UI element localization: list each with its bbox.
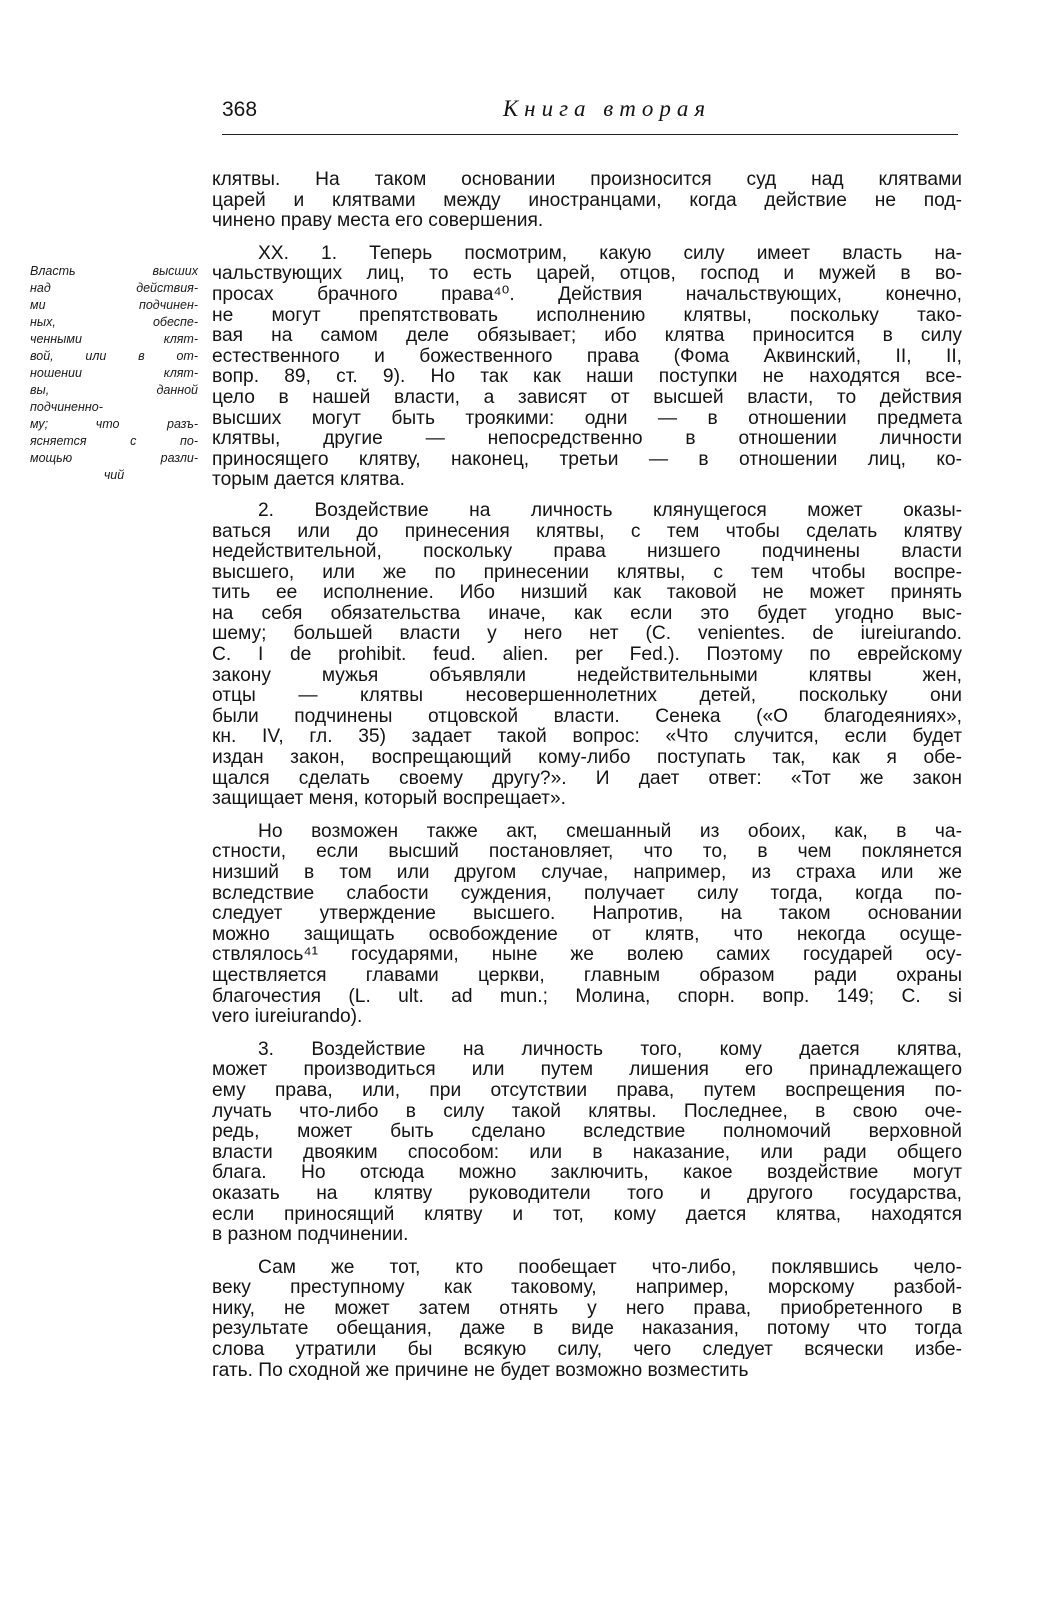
text-line: 2. Воздействие на личность клянущегося может оказы- bbox=[258, 499, 962, 521]
text-line: защищает меня, который воспрещает». bbox=[212, 788, 566, 810]
text-line: клятвы. На таком основании произносится суд над клятвами bbox=[212, 169, 962, 190]
text-line: естественного и божественного права (Фома Аквинский, II, II, bbox=[212, 345, 962, 367]
text-line: царей и клятвами между иностранцами, когда действие не под- bbox=[212, 189, 962, 211]
margin-note-line: чий bbox=[103, 468, 125, 482]
text-line: вопр. 89, ст. 9). Но так как наши поступки не находятся все- bbox=[212, 366, 962, 388]
text-line: может производиться или путем лишения его принадлежащего bbox=[212, 1059, 962, 1081]
text-line: на себя обязательства иначе, как если это будет угодно выс- bbox=[212, 602, 962, 624]
margin-note bbox=[30, 263, 198, 484]
running-title: Книга вторая bbox=[502, 96, 712, 121]
text-line: ствлялось⁴¹ государями, ныне же волею самих государей осу- bbox=[212, 944, 962, 966]
text-line: стности, если высший постановляет, что то, в чем поклянется bbox=[212, 841, 962, 863]
text-line: отцы — клятвы несовершеннолетних детей, поскольку они bbox=[212, 685, 962, 707]
text-line: лучать что-либо в силу такой клятвы. Последнее, в свою оче- bbox=[212, 1100, 962, 1122]
text-line: результате обещания, даже в виде наказания, потому что тогда bbox=[212, 1318, 962, 1340]
text-line: Сам же тот, кто пообещает что-либо, поклявшись чело- bbox=[258, 1256, 962, 1278]
text-line: низший в том или другом случае, например, из страха или же bbox=[212, 862, 962, 883]
margin-note-line: над действия- bbox=[30, 281, 198, 295]
text-line: блага. Но отсюда можно заключить, какое воздействие могут bbox=[212, 1162, 962, 1184]
text-line: тить ее исполнение. Ибо низший как таковой не может принять bbox=[212, 582, 962, 604]
margin-note-line: ных, обеспе- bbox=[30, 315, 198, 329]
text-line: не могут препятствовать исполнению клятвы, поскольку тако- bbox=[212, 304, 962, 326]
margin-note-line: му; что разъ- bbox=[30, 417, 198, 431]
margin-note-line: мощью разли- bbox=[30, 451, 198, 465]
main-text bbox=[212, 170, 962, 1381]
text-line: ваться или до принесения клятвы, с тем чтобы сделать клятву bbox=[212, 520, 962, 542]
text-line: нику, не может затем отнять у него права, приобретенного в bbox=[212, 1297, 962, 1319]
paragraph-gap bbox=[212, 1028, 962, 1040]
text-line: вследствие слабости суждения, получает силу тогда, когда по- bbox=[212, 882, 962, 904]
text-line: в разном подчинении. bbox=[212, 1224, 409, 1246]
text-line: шему; большей власти у него нет (C. venientes. de iureiurando. bbox=[212, 623, 962, 645]
text-line: 3. Воздействие на личность того, кому дается клятва, bbox=[258, 1038, 962, 1060]
text-line: гать. По сходной же причине не будет возможно возместить bbox=[212, 1359, 749, 1381]
margin-note-line: Власть высших bbox=[30, 264, 198, 278]
paragraph bbox=[212, 1258, 962, 1382]
text-line: если приносящий клятву и тот, кому дается клятва, находятся bbox=[212, 1203, 962, 1225]
text-line: слова утратили бы всякую силу, чего следует всячески избе- bbox=[212, 1339, 962, 1361]
text-line: высших могут быть троякими: одни — в отношении предмета bbox=[212, 407, 962, 429]
text-line: можно защищать освобождение от клятв, что некогда осуще- bbox=[212, 923, 962, 945]
paragraph-gap bbox=[212, 1246, 962, 1258]
margin-note-line: ясняется с по- bbox=[30, 434, 198, 448]
text-line: следует утверждение высшего. Напротив, на таком основании bbox=[212, 903, 962, 925]
page-header bbox=[222, 96, 958, 135]
paragraph-gap bbox=[212, 232, 962, 244]
text-line: ему права, или, при отсутствии права, путем воспрещения по- bbox=[212, 1079, 962, 1101]
text-line: оказать на клятву руководители того и другого государства, bbox=[212, 1182, 962, 1204]
paragraph bbox=[212, 170, 962, 232]
paragraph bbox=[212, 244, 962, 491]
text-line: Но возможен также акт, смешанный из обоих, как, в ча- bbox=[258, 820, 962, 842]
text-line: vero iureiurando). bbox=[212, 1006, 363, 1028]
text-line: щался сделать своему другу?». И дает ответ: «Тот же закон bbox=[212, 767, 962, 789]
text-line: вая на самом деле обязывает; ибо клятва приносится в силу bbox=[212, 325, 962, 347]
text-line: клятвы, другие — непосредственно в отношении личности bbox=[212, 428, 962, 450]
text-line: чинено праву места его совершения. bbox=[212, 210, 544, 232]
margin-note-line: подчиненно- bbox=[30, 400, 103, 414]
text-line: чальствующих лиц, то есть царей, отцов, господ и мужей в во- bbox=[212, 263, 962, 285]
paragraph-gap bbox=[212, 810, 962, 822]
text-line: C. I de prohibit. feud. alien. per Fed.). Поэтому по еврейскому bbox=[212, 644, 962, 666]
text-line: закону мужья объявляли недействительными клятвы жен, bbox=[212, 664, 962, 686]
paragraph bbox=[212, 1040, 962, 1246]
page-number: 368 bbox=[222, 98, 258, 121]
margin-note-line: ми подчинен- bbox=[30, 298, 198, 312]
text-line: ществляется главами церкви, главным образом ради охраны bbox=[212, 964, 962, 986]
text-line: высшего, или же по принесении клятвы, с тем чтобы воспре- bbox=[212, 561, 962, 583]
text-line: торым дается клятва. bbox=[212, 469, 405, 491]
text-line: кн. IV, гл. 35) задает такой вопрос: «Что случится, если будет bbox=[212, 726, 962, 748]
text-line: власти двояким способом: или в наказание, или ради общего bbox=[212, 1141, 962, 1163]
text-line: издан закон, воспрещающий кому-либо поступать так, как я обе- bbox=[212, 747, 962, 769]
paragraph bbox=[212, 822, 962, 1028]
text-line: цело в нашей власти, а зависят от высшей власти, то действия bbox=[212, 386, 962, 408]
text-line: XX. 1. Теперь посмотрим, какую силу имеет власть на- bbox=[258, 242, 962, 264]
margin-note-line: вы, данной bbox=[30, 383, 198, 397]
margin-note-line: ченными клят- bbox=[30, 332, 198, 346]
text-line: приносящего клятву, наконец, третьи — в отношении лиц, ко- bbox=[212, 448, 962, 470]
paragraph bbox=[212, 501, 962, 810]
margin-note-line: вой, или в от- bbox=[30, 349, 198, 363]
text-line: благочестия (L. ult. ad mun.; Молина, спорн. вопр. 149; C. si bbox=[212, 985, 962, 1007]
text-line: веку преступному как таковому, например, морскому разбой- bbox=[212, 1277, 962, 1299]
text-line: недействительной, поскольку права низшего подчинены власти bbox=[212, 541, 962, 563]
text-line: редь, может быть сделано вследствие полномочий верховной bbox=[212, 1121, 962, 1143]
margin-note-line: ношении клят- bbox=[30, 366, 198, 380]
text-line: были подчинены отцовской власти. Сенека («О благодеяниях», bbox=[212, 705, 962, 727]
text-line: просах брачного права⁴⁰. Действия начальствующих, конечно, bbox=[212, 283, 962, 305]
